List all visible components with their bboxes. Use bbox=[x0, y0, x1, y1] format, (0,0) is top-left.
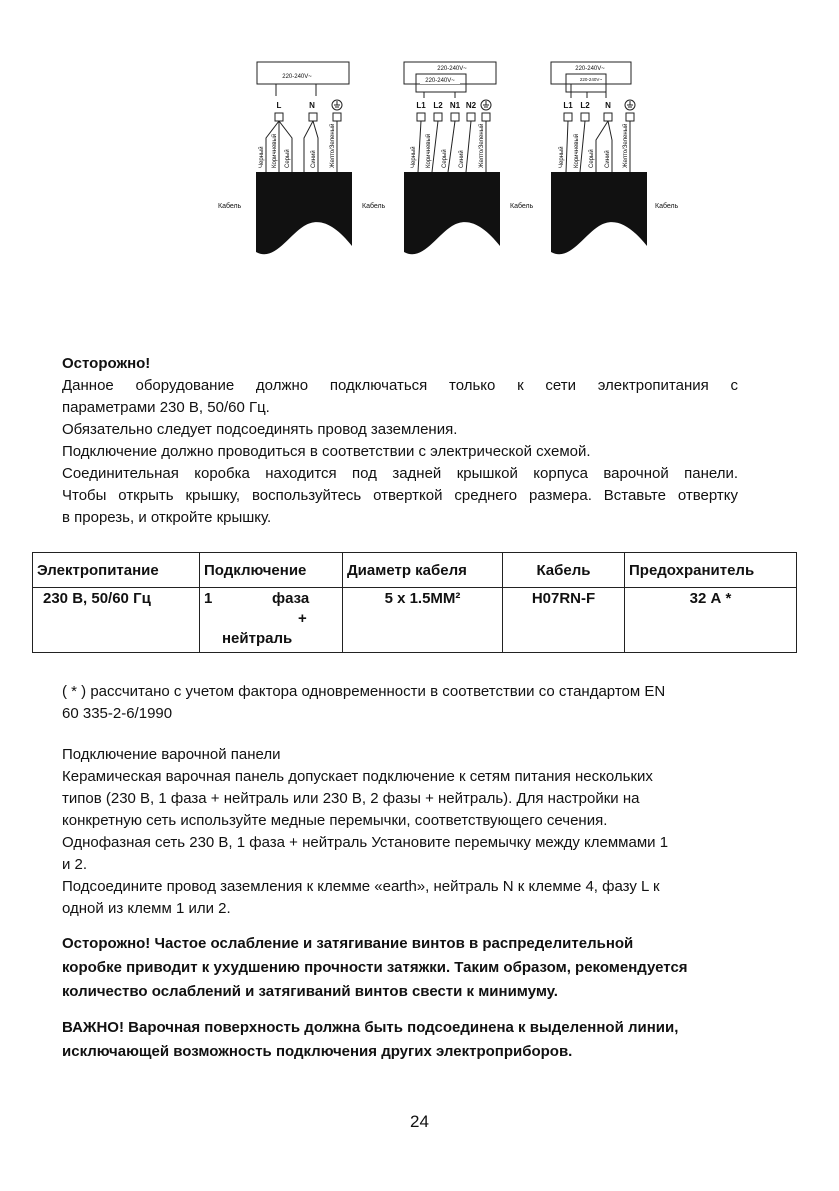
header-fuse: Предохранитель bbox=[625, 553, 797, 588]
diagram2-terminal-l2: L2 bbox=[433, 101, 443, 110]
caution-line: Соединительная коробка находится под задней крышкой корпуса варочной панели. bbox=[62, 465, 738, 482]
diagram3-voltage-outer: 220-240V~ bbox=[575, 66, 605, 72]
warning-important bbox=[62, 1016, 738, 1064]
warning-line: количество ослаблений и затягиваний винтов свести к минимуму. bbox=[62, 983, 558, 1000]
diagram1-voltage: 220-240V~ bbox=[282, 74, 312, 80]
wiring-diagram-1 bbox=[218, 62, 352, 254]
page-number: 24 bbox=[410, 1112, 429, 1131]
header-power: Электропитание bbox=[33, 553, 200, 588]
diagram3-wire-black: Черный bbox=[559, 146, 565, 168]
warning-line: исключающей возможность подключения других электроприборов. bbox=[62, 1043, 573, 1060]
caution-line: в прорезь, и откройте крышку. bbox=[62, 509, 272, 526]
connection-line: одной из клемм 1 или 2. bbox=[62, 900, 231, 917]
diagram2-voltage-outer: 220-240V~ bbox=[437, 66, 467, 72]
footnote-line: ( * ) рассчитано с учетом фактора одновременности в соответствии со стандартом EN bbox=[62, 683, 666, 700]
cell-fuse: 32 А * bbox=[625, 588, 797, 653]
warning-line: ВАЖНО! Варочная поверхность должна быть подсоединена к выделенной линии, bbox=[62, 1019, 679, 1036]
warning-screws bbox=[62, 932, 738, 1004]
diagram2-wire-black: Черный bbox=[411, 146, 417, 168]
diagram3-wire-gray: Серый bbox=[589, 149, 595, 168]
cell-power: 230 В, 50/60 Гц bbox=[33, 588, 200, 653]
diagram3-terminal-l1: L1 bbox=[563, 101, 573, 110]
diagram3-wire-brown: Коричневый bbox=[574, 133, 580, 168]
cell-diameter: 5 x 1.5MM² bbox=[343, 588, 503, 653]
connection-title: Подключение варочной панели bbox=[62, 746, 281, 763]
connection-line: типов (230 В, 1 фаза + нейтраль или 230 В, 2 фазы + нейтраль). Для настройки на bbox=[62, 790, 640, 807]
warning-line: коробке приводит к ухудшению прочности затяжки. Таким образом, рекомендуется bbox=[62, 959, 688, 976]
connection-line: и 2. bbox=[62, 856, 88, 873]
diagram3-cable-label-right: Кабель bbox=[655, 203, 679, 210]
diagram1-wire-gray: Серый bbox=[285, 149, 291, 168]
diagram2-terminal-l1: L1 bbox=[416, 101, 426, 110]
table-row bbox=[33, 588, 797, 653]
wiring-diagram-3 bbox=[510, 62, 679, 254]
footnote-section bbox=[62, 681, 738, 725]
diagram1-wire-black: Черный bbox=[259, 146, 265, 168]
conn-phase: фаза bbox=[272, 590, 310, 607]
warning-line: Осторожно! Частое ослабление и затягивание винтов в распределительной bbox=[62, 935, 634, 952]
diagram3-terminal-n: N bbox=[605, 101, 611, 110]
header-cable: Кабель bbox=[503, 553, 625, 588]
diagram1-wire-blue: Синий bbox=[311, 150, 317, 168]
diagram3-voltage-inner: 220-240V~ bbox=[579, 77, 603, 82]
diagram3-cable-label-left: Кабель bbox=[510, 203, 534, 210]
header-diameter: Диаметр кабеля bbox=[343, 553, 503, 588]
conn-neutral: нейтраль bbox=[222, 630, 293, 647]
diagram2-cable-label: Кабель bbox=[362, 203, 386, 210]
diagram2-terminal-n2: N2 bbox=[465, 101, 477, 110]
cable-shape bbox=[551, 172, 647, 254]
diagram2-wire-brown: Коричневый bbox=[426, 133, 432, 168]
cable-shape bbox=[404, 172, 500, 254]
caution-line: Данное оборудование должно подключаться только к сети электропитания с bbox=[62, 377, 738, 394]
diagram3-wire-blue: Синий bbox=[605, 150, 611, 168]
connection-line: Керамическая варочная панель допускает подключение к сетям питания нескольких bbox=[62, 768, 653, 785]
connection-line: Однофазная сеть 230 В, 1 фаза + нейтраль Установите перемычку между клеммами 1 bbox=[62, 834, 669, 851]
wiring-diagram-2 bbox=[362, 62, 500, 254]
connection-section bbox=[62, 744, 738, 920]
caution-line: Обязательно следует подсоединять провод заземления. bbox=[62, 421, 458, 438]
table-header-row bbox=[33, 553, 797, 588]
diagram1-cable-label: Кабель bbox=[218, 203, 242, 210]
diagram1-wire-brown: Коричневый bbox=[272, 133, 278, 168]
diagram2-terminal-n1: N1 bbox=[449, 101, 461, 110]
connection-line: конкретную сеть используйте медные перемычки, соответствующего сечения. bbox=[62, 812, 608, 829]
diagram3-terminal-l2: L2 bbox=[580, 101, 590, 110]
header-connection: Подключение bbox=[200, 553, 343, 588]
diagram2-voltage-inner: 220-240V~ bbox=[425, 78, 455, 84]
conn-number: 1 bbox=[204, 590, 213, 607]
conn-plus: + bbox=[298, 610, 307, 627]
caution-line: параметрами 230 В, 50/60 Гц. bbox=[62, 399, 270, 416]
caution-line: Подключение должно проводиться в соответствии с электрической схемой. bbox=[62, 443, 591, 460]
caution-title: Осторожно! bbox=[62, 355, 151, 372]
diagram2-wire-gray: Серый bbox=[442, 149, 448, 168]
caution-section bbox=[62, 353, 738, 529]
diagram1-terminal-l: L bbox=[276, 101, 282, 110]
diagram1-terminal-n: N bbox=[309, 101, 315, 110]
diagram2-wire-yellow-green: Желто/Зеленый bbox=[479, 123, 485, 168]
connection-line: Подсоедините провод заземления к клемме «earth», нейтраль N к клемме 4, фазу L к bbox=[62, 878, 660, 895]
diagram3-wire-yellow-green: Желто/Зеленый bbox=[623, 123, 629, 168]
diagram1-wire-yellow-green: Желто/Зеленый bbox=[330, 123, 336, 168]
spec-table bbox=[32, 552, 797, 653]
cell-connection bbox=[200, 588, 343, 653]
diagram2-wire-blue: Синий bbox=[459, 150, 465, 168]
wiring-diagrams bbox=[0, 0, 839, 300]
cable-shape bbox=[256, 172, 352, 254]
cell-cable: H07RN-F bbox=[503, 588, 625, 653]
caution-line: Чтобы открыть крышку, воспользуйтесь отверткой среднего размера. Вставьте отвертку bbox=[62, 487, 738, 504]
footnote-line: 60 335-2-6/1990 bbox=[62, 705, 173, 722]
